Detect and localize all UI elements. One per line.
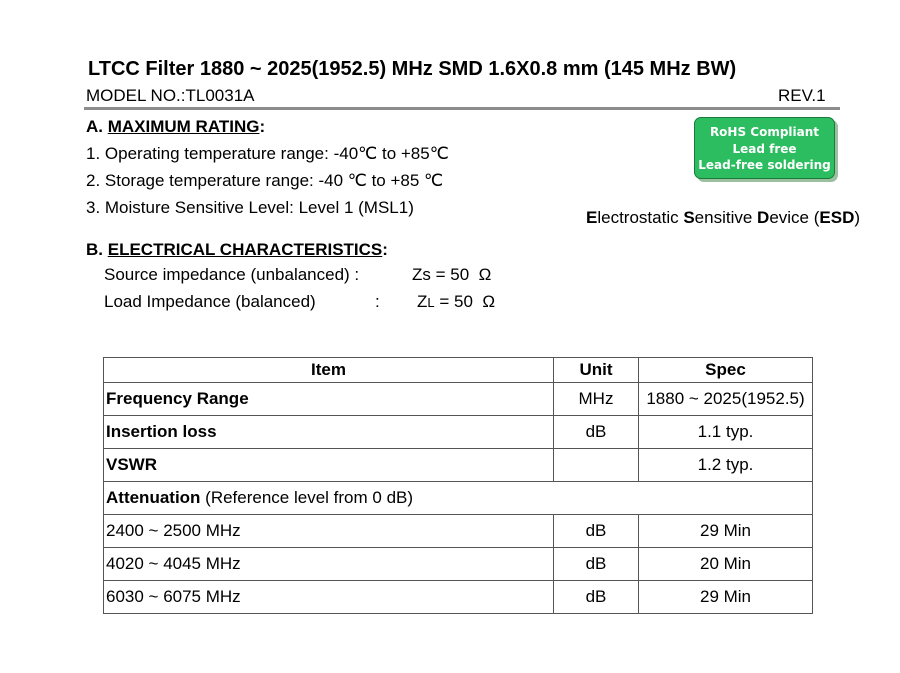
section-a-title: MAXIMUM RATING (107, 117, 260, 136)
attenuation-header-row (104, 482, 813, 515)
rating-item-msl: 3. Moisture Sensitive Level: Level 1 (MSL1) (86, 198, 414, 217)
esd-abbreviation: ESD (819, 208, 855, 227)
table-header-row (104, 358, 813, 383)
row-unit (554, 449, 639, 482)
table-row (104, 548, 813, 581)
badge-line-lead-free: Lead free (732, 141, 797, 156)
table-row (104, 383, 813, 416)
esd-word-1: lectrostatic (597, 208, 684, 227)
attenuation-note: (Reference level from 0 dB) (200, 488, 414, 507)
table-row (104, 449, 813, 482)
attenuation-label: Attenuation (106, 488, 201, 507)
esd-close-paren: ) (854, 208, 861, 227)
header-divider (84, 107, 840, 110)
source-impedance-number: Zs = 50 (412, 265, 470, 284)
row-spec: 20 Min (639, 548, 813, 581)
row-item: Insertion loss (104, 416, 554, 449)
row-unit: MHz (554, 383, 639, 416)
table-row (104, 581, 813, 614)
esd-notice (586, 208, 860, 228)
row-spec: 1.1 typ. (639, 416, 813, 449)
load-impedance-number: = 50 (434, 292, 473, 311)
page-title: LTCC Filter 1880 ~ 2025(1952.5) MHz SMD 1.6X0.8 mm (145 MHz BW) (88, 58, 737, 80)
row-unit: dB (554, 416, 639, 449)
source-impedance-label: Source impedance (unbalanced) : (104, 265, 360, 284)
row-spec: 29 Min (639, 515, 813, 548)
table-row (104, 515, 813, 548)
load-impedance-label: Load Impedance (balanced) (104, 292, 316, 311)
header-item: Item (104, 358, 554, 383)
badge-line-rohs: RoHS Compliant (709, 125, 820, 139)
row-item: 6030 ~ 6075 MHz (104, 581, 554, 614)
section-b-title: ELECTRICAL CHARACTERISTICS (107, 240, 383, 259)
rohs-compliance-badge (694, 117, 835, 179)
row-unit: dB (554, 515, 639, 548)
section-a-prefix: A. (86, 117, 108, 136)
esd-word-3: evice ( (769, 208, 820, 227)
header-spec: Spec (639, 358, 813, 383)
table-row (104, 416, 813, 449)
model-number: MODEL NO.:TL0031A (86, 86, 255, 105)
esd-letter-e: E (586, 208, 598, 227)
load-z-symbol: Z (417, 292, 428, 311)
section-b-heading (86, 240, 388, 260)
ohm-symbol: Ω (482, 292, 496, 311)
ohm-symbol: Ω (478, 265, 492, 284)
header-unit: Unit (554, 358, 639, 383)
esd-letter-d: D (757, 208, 770, 227)
row-spec: 29 Min (639, 581, 813, 614)
row-item: 2400 ~ 2500 MHz (104, 515, 554, 548)
rating-item-operating-temp: 1. Operating temperature range: -40℃ to +85℃ (86, 144, 449, 163)
revision-label: REV.1 (778, 86, 826, 105)
esd-letter-s: S (683, 208, 695, 227)
rating-item-storage-temp: 2. Storage temperature range: -40 ℃ to +85 ℃ (86, 171, 444, 190)
section-a-suffix: : (259, 117, 266, 136)
load-subscript: L (427, 295, 435, 310)
row-unit: dB (554, 548, 639, 581)
source-impedance-value (412, 265, 491, 285)
specification-table (103, 357, 813, 614)
attenuation-header (104, 482, 813, 515)
row-spec: 1880 ~ 2025(1952.5) (639, 383, 813, 416)
row-unit: dB (554, 581, 639, 614)
row-spec: 1.2 typ. (639, 449, 813, 482)
load-impedance-value (417, 292, 495, 312)
badge-line-soldering: Lead-free soldering (698, 158, 831, 172)
section-b-suffix: : (382, 240, 388, 259)
row-item: 4020 ~ 4045 MHz (104, 548, 554, 581)
section-a-heading (86, 117, 265, 137)
row-item: VSWR (104, 449, 554, 482)
load-impedance-colon: : (375, 292, 380, 311)
esd-word-2: ensitive (694, 208, 758, 227)
section-b-prefix: B. (86, 240, 108, 259)
row-item: Frequency Range (104, 383, 554, 416)
